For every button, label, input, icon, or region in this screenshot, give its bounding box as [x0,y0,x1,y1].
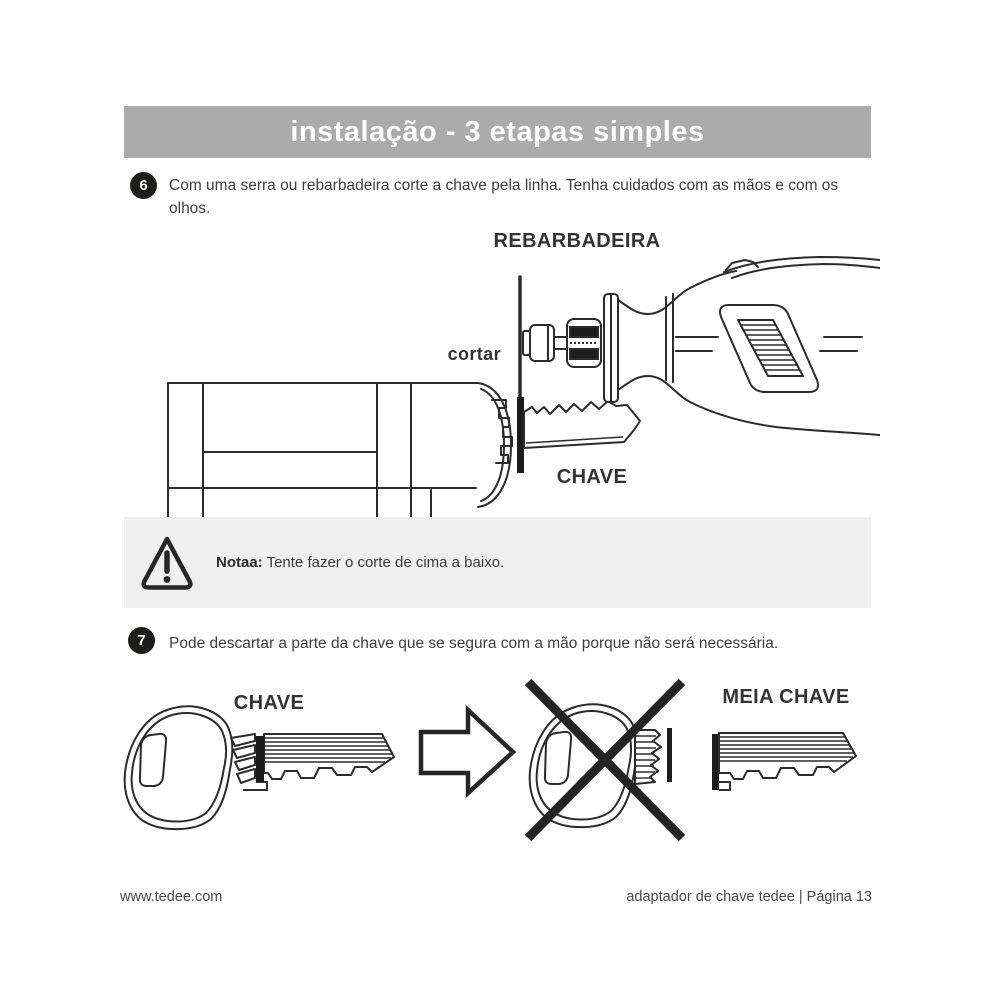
step-7-number: 7 [137,632,146,649]
note-label: Notaa: [216,554,263,571]
step-6-number: 6 [139,177,148,194]
step-7-badge [128,627,155,654]
note-box [124,517,871,608]
label-chave-bottom: CHAVE [233,692,305,714]
note-body: Tente fazer o corte de cima a baixo. [266,554,505,571]
footer-page-info: adaptador de chave tedee | Página 13 [626,889,872,905]
step-7-figure [115,672,885,867]
footer-website: www.tedee.com [120,889,223,905]
step-7-text: Pode descartar a parte da chave que se segura com a mão porque não será necessária. [169,635,779,652]
cut-mark-left-key [256,736,264,782]
cut-mark [517,397,524,473]
label-cortar: cortar [447,344,501,364]
half-key-cut-edge [712,734,719,790]
section-title: instalação - 3 etapas simples [290,115,705,148]
label-chave-top: CHAVE [556,466,628,488]
right-arrow-icon [421,710,513,793]
label-meia-chave: MEIA CHAVE [722,686,850,708]
warning-triangle-icon [138,534,196,592]
section-header-bar [124,106,871,158]
grinder-cutting-key-illustration [120,230,880,518]
step-6-figure [120,230,880,518]
step-6-badge [130,172,157,199]
step-6-text: Com uma serra ou rebarbadeira corte a chave pela linha. Tenha cuidados com as mãos e com os olhos. [169,177,839,217]
label-rebarbadeira: REBARBADEIRA [493,230,661,252]
note-text [216,554,504,571]
